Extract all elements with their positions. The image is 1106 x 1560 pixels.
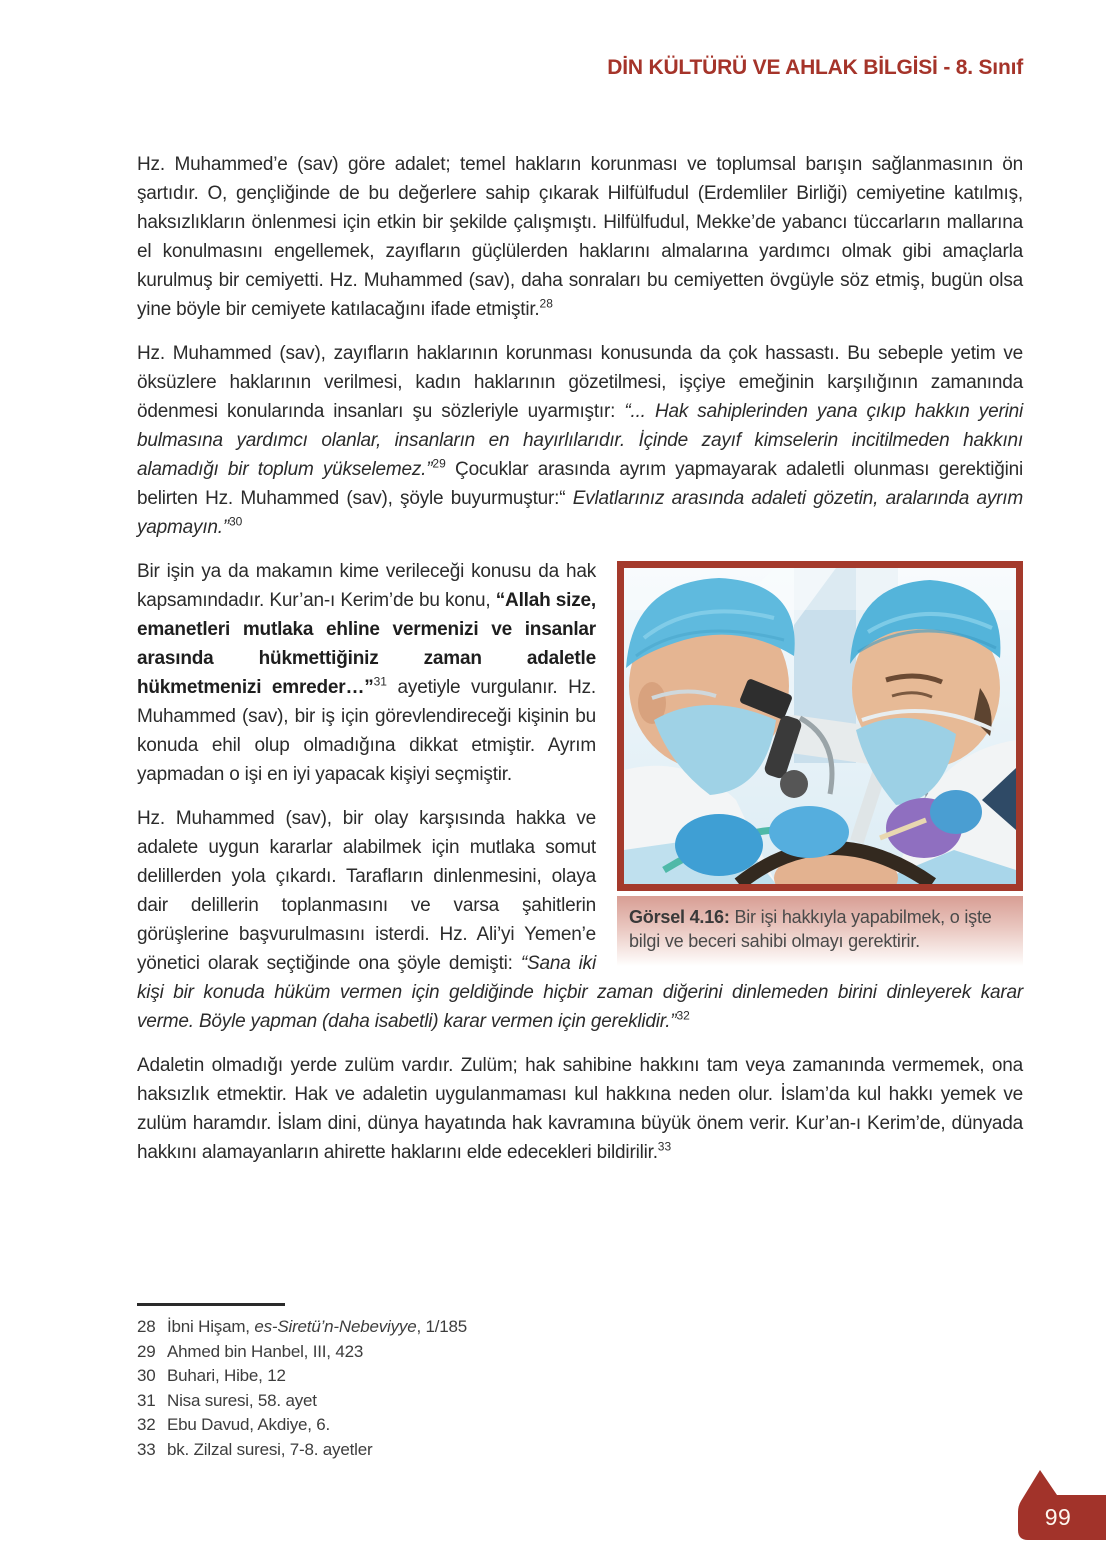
page-header-title: DİN KÜLTÜRÜ VE AHLAK BİLGİSİ - 8. Sınıf bbox=[607, 56, 1023, 79]
page-number-badge bbox=[1010, 1468, 1106, 1540]
page-body bbox=[137, 150, 1023, 1182]
wrap-zone bbox=[137, 557, 1023, 1167]
footnote-number: 33 bbox=[137, 1439, 156, 1459]
figure-caption-label: Görsel 4.16: bbox=[629, 907, 730, 927]
footnote-number: 28 bbox=[137, 1317, 156, 1336]
footnote-30 bbox=[137, 1364, 777, 1389]
footnote-divider bbox=[137, 1303, 285, 1306]
footnote-28 bbox=[137, 1315, 777, 1340]
paragraph-2: Hz. Muhammed (sav), zayıfların haklarının korunması konusunda da çok hassastı. Bu sebeple yetim ve öksüzlere haklarının verilmesi, kadın haklarının gözetilmesi, işçiye emeğinin karşılığının zamanında ödenmesi konularında insanları şu sözleriyle uyarmıştır: “... Hak sahiplerinden yana çıkıp hakkın yerini bulmasına yardımcı olanlar, insanların en hayırlılarıdır. İçinde zayıf kimselerin incitilmeden hakkını alamadığı bir toplum yükselemez.”$^{29}$ Çocuklar arasında ayrım yapmayarak adaletli olunması gerektiğini belirten Hz. Muhammed (sav), şöyle buyurmuştur:“ Evlatlarınız arasında adaleti gözetin, aralarında ayrım yapmayın.”$^{30}$ bbox=[137, 343, 1024, 538]
figure-caption-text: Bir işi hakkıyla yapabilmek, o işte bilgi ve beceri sahibi olmayı gerektirir. bbox=[629, 907, 992, 951]
footnote-number: 30 bbox=[137, 1366, 156, 1385]
footnote-number: 29 bbox=[137, 1341, 156, 1361]
page-number: 99 bbox=[1044, 1504, 1072, 1530]
footnote-31 bbox=[137, 1389, 777, 1414]
surgery-photo bbox=[617, 561, 1023, 891]
footnote-32 bbox=[137, 1413, 777, 1438]
paragraph-3: Bir işin ya da makamın kime verileceği konusu da hak kapsamındadır. Kur’an-ı Kerim’de bu konu, “Allah size, emanetleri mutlaka ehline vermenizi ve insanlar arasında hükmettiğiniz zaman adaletle hükmetmenizi emreder…”$^{31}$ ayetiyle vurgulanır. Hz. Muhammed (sav), bir iş için görevlendireceği kişinin bu konuda ehil olup olmadığına dikkat etmiştir. Ayrım yapmadan o işi en iyi yapacak kişiyi seçmiştir. bbox=[137, 561, 597, 785]
figure-caption bbox=[617, 896, 1023, 966]
figure-4-16 bbox=[617, 561, 1023, 966]
footnote-text: Ebu Davud, Akdiye, 6. bbox=[167, 1415, 331, 1434]
footnote-33 bbox=[137, 1438, 777, 1463]
footnote-number: 31 bbox=[137, 1390, 156, 1410]
surgery-photo-illustration bbox=[624, 568, 1016, 884]
footnote-text: bk. Zilzal suresi, 7-8. ayetler bbox=[167, 1439, 373, 1459]
footnote-text: Nisa suresi, 58. ayet bbox=[167, 1390, 317, 1410]
paragraph-1: Hz. Muhammed’e (sav) göre adalet; temel hakların korunması ve toplumsal barışın sağlanmasının ön şartıdır. O, gençliğinde de bu değerlere sahip çıkarak Hilfülfudul (Erdemliler Birliği) cemiyetine katılmış, haksızlıkların önlenmesi için etkin bir şekilde çalışmıştı. Hilfülfudul, Mekke’de yabancı tüccarların mallarına el konulmasını engellemek, zayıfların güçlülerden haklarını almalarına yardımcı olmak gibi amaçlarla kurulmuş bir cemiyetti. Hz. Muhammed (sav), daha sonraları bu cemiyetten övgüyle söz etmiş, bugün olsa yine böyle bir cemiyete katılacağını ifade etmiştir.$^{28}$ bbox=[137, 154, 1023, 320]
footnote-text: İbni Hişam, es-Siretü’n-Nebeviyye, 1/185 bbox=[167, 1317, 468, 1336]
footnotes-section bbox=[137, 1303, 777, 1462]
footnote-29 bbox=[137, 1340, 777, 1365]
paragraph-5: Adaletin olmadığı yerde zulüm vardır. Zulüm; hak sahibine hakkını tam veya zamanında vermemek, ona haksızlık etmektir. Hak ve adaletin uygulanmaması kul hakkına neden olur. İslam’da kul hakkı yemek ve zulüm haramdır. İslam dini, dünya hayatında hak kavramına büyük önem verir. Kur’an-ı Kerim’de, dünyada hakkını alamayanların ahirette haklarını elde edecekleri bildirilir.$^{33}$ bbox=[137, 1055, 1023, 1163]
paragraph-4: Hz. Muhammed (sav), bir olay karşısında hakka ve adalete uygun kararlar alabilmek için mutlaka somut delillerden yola çıkardı. Tarafların dinlenmesini, olaya dair delillerin toplanmasını ve varsa şahitlerin görüşlerine başvurulmasını isterdi. Hz. Ali’yi Yemen’e yönetici olarak seçtiğinde ona şöyle demişti: “Sana iki kişi bir konuda hüküm vermen için geldiğinde hiçbir zaman diğerini dinlemeden birini dinleyerek karar verme. Böyle yapman (daha isabetli) karar vermen için gereklidir.”$^{32}$ bbox=[137, 808, 1023, 1032]
footnote-number: 32 bbox=[137, 1415, 156, 1434]
footnote-text: Buhari, Hibe, 12 bbox=[167, 1366, 286, 1385]
footnote-text: Ahmed bin Hanbel, III, 423 bbox=[167, 1341, 364, 1361]
